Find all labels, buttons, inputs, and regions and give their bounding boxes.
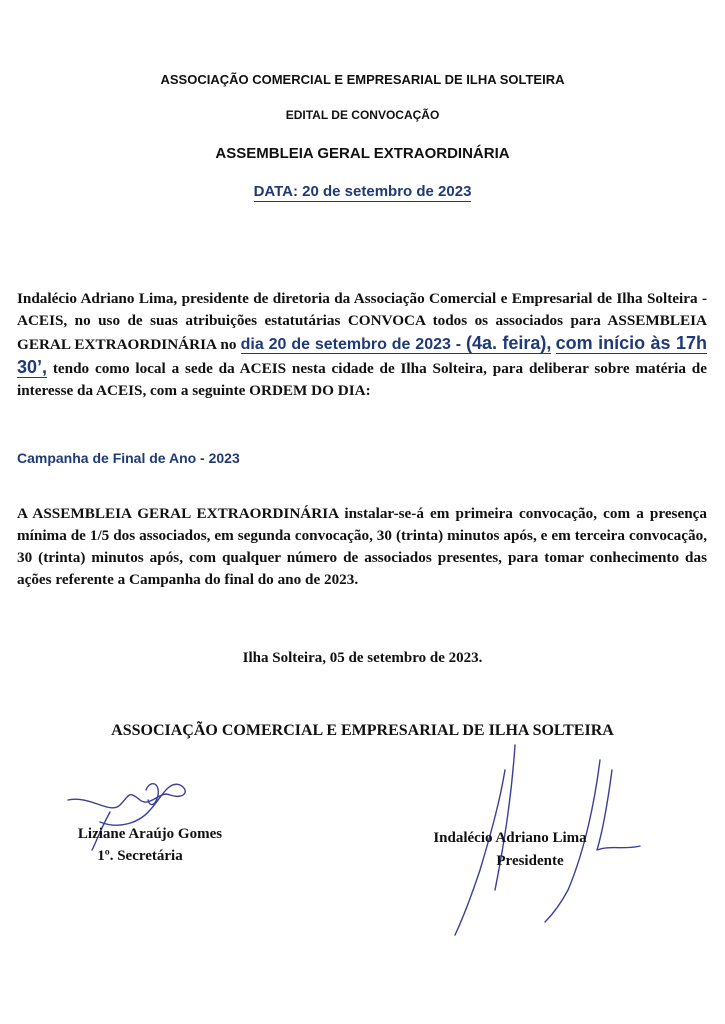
installation-paragraph: A ASSEMBLEIA GERAL EXTRAORDINÁRIA instalar-se-á em primeira convocação, com a presença mínima de 1/5 dos associados, em segunda convocação, 30 (trinta) minutos após, e em terceira convocação, 30 (trinta) minutos após, com qualquer número de associados presentes, para tomar conhecimento das ações referente a Campanha do final do ano de 2023.: [17, 505, 707, 588]
agenda-item: Campanha de Final de Ano - 2023: [17, 450, 240, 466]
highlight-time-text: com início às 17h 30’,: [17, 333, 708, 377]
secretary-name: Liziane Araújo Gomes: [77, 826, 223, 842]
secretary-role: 1º. Secretária: [97, 848, 183, 864]
assembly-date-text: DATA: 20 de setembro de 2023: [253, 183, 472, 200]
footer-organization: ASSOCIAÇÃO COMERCIAL E EMPRESARIAL DE ILHA SOLTEIRA: [111, 722, 614, 739]
highlight-weekday-text: (4a. feira),: [465, 333, 552, 353]
president-name: Indalécio Adriano Lima: [433, 830, 587, 846]
president-role: Presidente: [496, 853, 564, 869]
document-header-organization: ASSOCIAÇÃO COMERCIAL E EMPRESARIAL DE ILHA SOLTEIRA: [160, 72, 565, 87]
secretary-signature-loop: [146, 784, 158, 805]
assembly-title: ASSEMBLEIA GERAL EXTRAORDINÁRIA: [215, 145, 510, 162]
edital-title: EDITAL DE CONVOCAÇÃO: [285, 108, 440, 122]
convocation-text-part1: Indalécio Adriano Lima, presidente de diretoria da Associação Comercial e Empresarial de Ilha Solteira - ACEIS, no uso de suas atribuições estatutárias CONVOCA todos os associados para ASSEMBLEIA GERAL EXTRAORDINÁRIA no: [17, 290, 707, 353]
place-and-date: Ilha Solteira, 05 de setembro de 2023.: [242, 650, 483, 666]
highlight-date-text: dia 20 de setembro de 2023 -: [240, 336, 466, 353]
convocation-text-part2: tendo como local a sede da ACEIS nesta cidade de Ilha Solteira, para deliberar sobre matéria de interesse da ACEIS, com a seguinte ORDEM DO DIA:: [17, 360, 707, 399]
